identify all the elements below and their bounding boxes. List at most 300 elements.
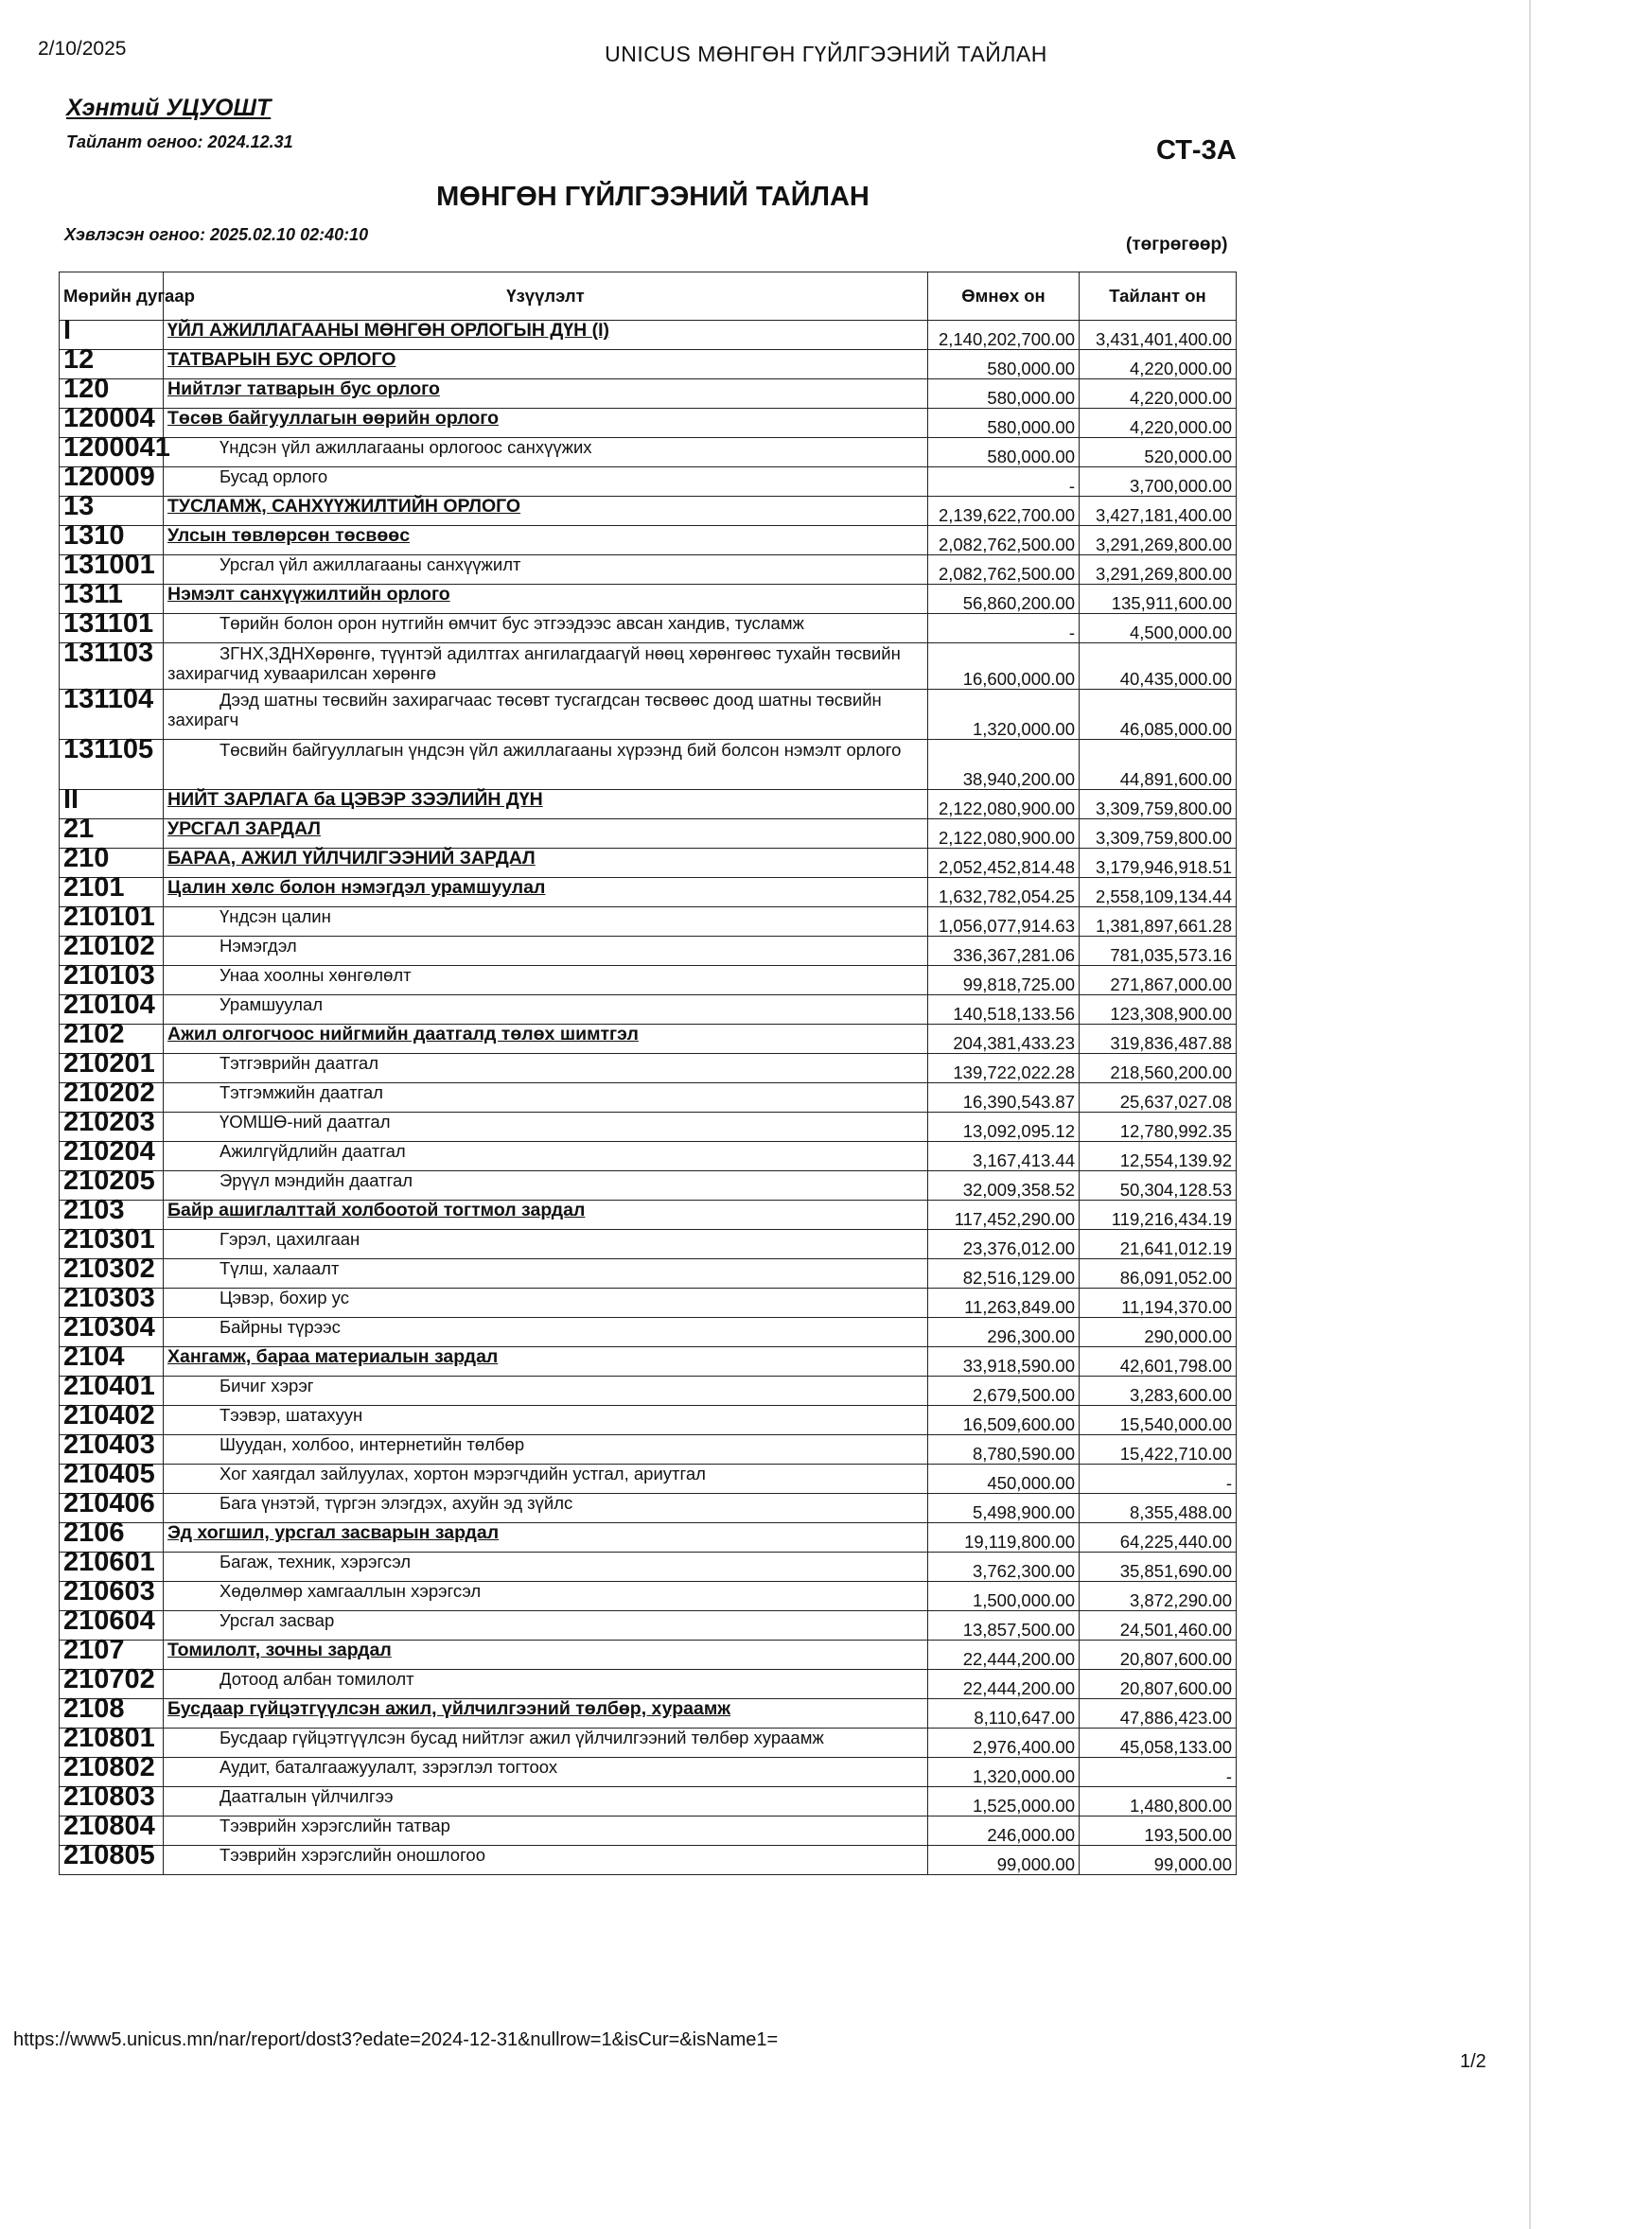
row-code: 2107 xyxy=(60,1641,164,1670)
row-report-year-value: 45,058,133.00 xyxy=(1080,1729,1237,1758)
row-code: 210303 xyxy=(60,1289,164,1318)
row-name-text: ТУСЛАМЖ, САНХҮҮЖИЛТИЙН ОРЛОГО xyxy=(167,496,521,517)
row-code: 1310 xyxy=(60,526,164,555)
row-code: 210805 xyxy=(60,1846,164,1875)
table-row xyxy=(60,1553,1237,1582)
row-prev-year-value: 2,052,452,814.48 xyxy=(928,849,1080,878)
row-prev-year-value: 2,679,500.00 xyxy=(928,1377,1080,1406)
row-report-year-value: 1,381,897,661.28 xyxy=(1080,907,1237,937)
row-code: 210402 xyxy=(60,1406,164,1435)
table-row xyxy=(60,849,1237,878)
row-prev-year-value: 117,452,290.00 xyxy=(928,1201,1080,1230)
table-row xyxy=(60,526,1237,555)
row-prev-year-value: 82,516,129.00 xyxy=(928,1259,1080,1289)
row-report-year-value: 520,000.00 xyxy=(1080,438,1237,467)
row-report-year-value: 123,308,900.00 xyxy=(1080,995,1237,1025)
table-row xyxy=(60,438,1237,467)
row-name xyxy=(164,1289,928,1318)
page-number: 1/2 xyxy=(1460,2051,1486,2072)
row-code: 210601 xyxy=(60,1553,164,1582)
table-row xyxy=(60,643,1237,690)
row-report-year-value: 3,291,269,800.00 xyxy=(1080,526,1237,555)
row-report-year-value: - xyxy=(1080,1758,1237,1787)
row-prev-year-value: 13,857,500.00 xyxy=(928,1611,1080,1641)
row-name xyxy=(164,321,928,350)
table-row xyxy=(60,1406,1237,1435)
row-name-text: Хөдөлмөр хамгааллын хэрэгсэл xyxy=(220,1581,482,1601)
row-name xyxy=(164,643,928,690)
row-report-year-value: 12,554,139.92 xyxy=(1080,1142,1237,1171)
row-name xyxy=(164,1054,928,1083)
row-code: 210101 xyxy=(60,907,164,937)
table-row xyxy=(60,1729,1237,1758)
table-row xyxy=(60,1435,1237,1465)
table-row xyxy=(60,1113,1237,1142)
row-code: 131103 xyxy=(60,643,164,690)
table-row xyxy=(60,585,1237,614)
row-name-text: Төсөв байгууллагын өөрийн орлого xyxy=(167,408,500,429)
row-report-year-value: 1,480,800.00 xyxy=(1080,1787,1237,1817)
cash-flow-table xyxy=(59,272,1237,1875)
row-name-text: Бичиг хэрэг xyxy=(220,1376,314,1395)
row-code: 210102 xyxy=(60,937,164,966)
row-name-text: Нэмэлт санхүүжилтийн орлого xyxy=(167,584,450,605)
row-report-year-value: 11,194,370.00 xyxy=(1080,1289,1237,1318)
row-code: 1200041 xyxy=(60,438,164,467)
row-code: 210302 xyxy=(60,1259,164,1289)
column-header-prev-year: Өмнөх он xyxy=(928,272,1080,321)
row-code: 2102 xyxy=(60,1025,164,1054)
row-report-year-value: 64,225,440.00 xyxy=(1080,1523,1237,1553)
table-row xyxy=(60,614,1237,643)
row-report-year-value: 20,807,600.00 xyxy=(1080,1641,1237,1670)
row-prev-year-value: 2,122,080,900.00 xyxy=(928,819,1080,849)
row-report-year-value: 47,886,423.00 xyxy=(1080,1699,1237,1729)
page-url: https://www5.unicus.mn/nar/report/dost3?edate=2024-12-31&nullrow=1&isCur=&isName1= xyxy=(13,2029,779,2050)
table-row xyxy=(60,1611,1237,1641)
row-name-text: ТАТВАРЫН БУС ОРЛОГО xyxy=(167,349,396,370)
row-report-year-value: 44,891,600.00 xyxy=(1080,740,1237,790)
organization-name: Хэнтий УЦУОШТ xyxy=(66,95,272,121)
row-report-year-value: 319,836,487.88 xyxy=(1080,1025,1237,1054)
row-code: 2103 xyxy=(60,1201,164,1230)
row-prev-year-value: 246,000.00 xyxy=(928,1817,1080,1846)
row-report-year-value: 24,501,460.00 xyxy=(1080,1611,1237,1641)
row-code: 210801 xyxy=(60,1729,164,1758)
row-prev-year-value: 32,009,358.52 xyxy=(928,1171,1080,1201)
row-code: 210104 xyxy=(60,995,164,1025)
row-prev-year-value: 8,780,590.00 xyxy=(928,1435,1080,1465)
row-report-year-value: 781,035,573.16 xyxy=(1080,937,1237,966)
row-code: 210204 xyxy=(60,1142,164,1171)
table-row xyxy=(60,740,1237,790)
row-prev-year-value: 1,632,782,054.25 xyxy=(928,878,1080,907)
row-report-year-value: 3,700,000.00 xyxy=(1080,467,1237,497)
table-row xyxy=(60,1171,1237,1201)
row-name-text: ЗГНХ,ЗДНХөрөнгө, түүнтэй адилтгах ангилагдаагүй нөөц хөрөнгөөс тухайн төсвийн захирагчид хуваарилсан хөрөнгө xyxy=(167,643,901,683)
row-name-text: Цалин хөлс болон нэмэгдэл урамшуулал xyxy=(167,877,546,898)
row-prev-year-value: 22,444,200.00 xyxy=(928,1641,1080,1670)
table-row xyxy=(60,1318,1237,1347)
row-code: 210702 xyxy=(60,1670,164,1699)
row-report-year-value: 135,911,600.00 xyxy=(1080,585,1237,614)
row-name xyxy=(164,1465,928,1494)
table-row xyxy=(60,555,1237,585)
row-report-year-value: 3,309,759,800.00 xyxy=(1080,790,1237,819)
row-report-year-value: 42,601,798.00 xyxy=(1080,1347,1237,1377)
row-name-text: Бусдаар гүйцэтгүүлсэн ажил, үйлчилгээний төлбөр, хураамж xyxy=(167,1698,731,1719)
row-name-text: Ажил олгогчоос нийгмийн даатгалд төлөх шимтгэл xyxy=(167,1024,639,1044)
row-name-text: Тээвэр, шатахуун xyxy=(220,1405,363,1425)
row-prev-year-value: 580,000.00 xyxy=(928,350,1080,379)
row-code: 210604 xyxy=(60,1611,164,1641)
row-report-year-value: 86,091,052.00 xyxy=(1080,1259,1237,1289)
row-prev-year-value: 22,444,200.00 xyxy=(928,1670,1080,1699)
row-code: 210405 xyxy=(60,1465,164,1494)
row-report-year-value: 21,641,012.19 xyxy=(1080,1230,1237,1259)
row-code: 131104 xyxy=(60,690,164,740)
row-name-text: Байрны түрээс xyxy=(220,1317,341,1337)
row-name xyxy=(164,907,928,937)
row-code: 2106 xyxy=(60,1523,164,1553)
row-name xyxy=(164,1318,928,1347)
row-prev-year-value: 2,139,622,700.00 xyxy=(928,497,1080,526)
row-name-text: Тэтгэврийн даатгал xyxy=(220,1053,378,1073)
row-name xyxy=(164,1259,928,1289)
row-code: 120004 xyxy=(60,409,164,438)
row-name xyxy=(164,1846,928,1875)
column-header-report-year: Тайлант он xyxy=(1080,272,1237,321)
row-name xyxy=(164,1699,928,1729)
row-report-year-value: 99,000.00 xyxy=(1080,1846,1237,1875)
row-name-text: БАРАА, АЖИЛ ҮЙЛЧИЛГЭЭНИЙ ЗАРДАЛ xyxy=(167,848,536,869)
row-code: I xyxy=(60,321,164,350)
table-row xyxy=(60,1025,1237,1054)
row-prev-year-value: 2,082,762,500.00 xyxy=(928,526,1080,555)
form-code: СТ-3А xyxy=(1156,135,1237,166)
row-report-year-value: 3,427,181,400.00 xyxy=(1080,497,1237,526)
row-report-year-value: 46,085,000.00 xyxy=(1080,690,1237,740)
row-name-text: Тээврийн хэрэгслийн оношлогоо xyxy=(220,1845,485,1865)
row-name xyxy=(164,690,928,740)
row-name xyxy=(164,740,928,790)
table-row xyxy=(60,379,1237,409)
row-prev-year-value: 3,167,413.44 xyxy=(928,1142,1080,1171)
row-name-text: Тэтгэмжийн даатгал xyxy=(220,1082,383,1102)
row-code: 210406 xyxy=(60,1494,164,1523)
row-name xyxy=(164,585,928,614)
row-name xyxy=(164,438,928,467)
row-name-text: Урсгал үйл ажиллагааны санхүүжилт xyxy=(220,554,521,574)
row-prev-year-value: 1,056,077,914.63 xyxy=(928,907,1080,937)
row-report-year-value: 2,558,109,134.44 xyxy=(1080,878,1237,907)
row-name xyxy=(164,1406,928,1435)
row-prev-year-value: 580,000.00 xyxy=(928,379,1080,409)
row-name-text: Тээврийн хэрэгслийн татвар xyxy=(220,1816,450,1835)
row-name-text: Урсгал засвар xyxy=(220,1610,335,1630)
table-row xyxy=(60,1758,1237,1787)
row-report-year-value: - xyxy=(1080,1465,1237,1494)
row-name-text: Бага үнэтэй, түргэн элэгдэх, ахуйн эд зүйлс xyxy=(220,1493,573,1513)
row-name xyxy=(164,1523,928,1553)
row-name xyxy=(164,1083,928,1113)
row-report-year-value: 50,304,128.53 xyxy=(1080,1171,1237,1201)
row-prev-year-value: - xyxy=(928,467,1080,497)
row-name xyxy=(164,1230,928,1259)
print-date: 2/10/2025 xyxy=(38,38,127,60)
row-prev-year-value: 38,940,200.00 xyxy=(928,740,1080,790)
row-name xyxy=(164,1377,928,1406)
row-report-year-value: 119,216,434.19 xyxy=(1080,1201,1237,1230)
row-name-text: Унаа хоолны хөнгөлөлт xyxy=(220,965,412,985)
table-row xyxy=(60,878,1237,907)
table-row xyxy=(60,995,1237,1025)
row-code: 210401 xyxy=(60,1377,164,1406)
row-name xyxy=(164,1641,928,1670)
table-row xyxy=(60,1670,1237,1699)
table-row xyxy=(60,819,1237,849)
page-title: МӨНГӨН ГҮЙЛГЭЭНИЙ ТАЙЛАН xyxy=(436,182,870,212)
row-name xyxy=(164,1113,928,1142)
row-report-year-value: 193,500.00 xyxy=(1080,1817,1237,1846)
row-name-text: Шуудан, холбоо, интернетийн төлбөр xyxy=(220,1434,525,1454)
row-code: 210802 xyxy=(60,1758,164,1787)
row-name-text: НИЙТ ЗАРЛАГА ба ЦЭВЭР ЗЭЭЛИЙН ДҮН xyxy=(167,789,543,810)
row-name-text: Томилолт, зочны зардал xyxy=(167,1640,392,1660)
row-name xyxy=(164,497,928,526)
table-row xyxy=(60,409,1237,438)
row-prev-year-value: 8,110,647.00 xyxy=(928,1699,1080,1729)
row-prev-year-value: 336,367,281.06 xyxy=(928,937,1080,966)
row-name xyxy=(164,1201,928,1230)
row-name xyxy=(164,1171,928,1201)
row-report-year-value: 25,637,027.08 xyxy=(1080,1083,1237,1113)
row-code: 13 xyxy=(60,497,164,526)
row-name xyxy=(164,1582,928,1611)
table-row xyxy=(60,1846,1237,1875)
row-name-text: Цэвэр, бохир ус xyxy=(220,1288,349,1308)
row-name-text: Байр ашиглалттай холбоотой тогтмол зардал xyxy=(167,1200,586,1220)
row-report-year-value: 4,220,000.00 xyxy=(1080,379,1237,409)
row-name xyxy=(164,1787,928,1817)
row-name xyxy=(164,849,928,878)
row-report-year-value: 3,283,600.00 xyxy=(1080,1377,1237,1406)
table-row xyxy=(60,1083,1237,1113)
row-report-year-value: 4,220,000.00 xyxy=(1080,409,1237,438)
row-prev-year-value: 140,518,133.56 xyxy=(928,995,1080,1025)
table-row xyxy=(60,1641,1237,1670)
row-report-year-value: 20,807,600.00 xyxy=(1080,1670,1237,1699)
row-name-text: Төсвийн байгууллагын үндсэн үйл ажиллагааны хүрээнд бий болсон нэмэлт орлого xyxy=(220,740,902,760)
row-prev-year-value: 99,818,725.00 xyxy=(928,966,1080,995)
row-prev-year-value: 580,000.00 xyxy=(928,438,1080,467)
table-row xyxy=(60,1230,1237,1259)
table-row xyxy=(60,1582,1237,1611)
row-name xyxy=(164,1553,928,1582)
row-prev-year-value: - xyxy=(928,614,1080,643)
row-prev-year-value: 2,082,762,500.00 xyxy=(928,555,1080,585)
printed-at: Хэвлэсэн огноо: 2025.02.10 02:40:10 xyxy=(64,225,369,244)
table-row xyxy=(60,321,1237,350)
row-report-year-value: 4,500,000.00 xyxy=(1080,614,1237,643)
table-row xyxy=(60,937,1237,966)
table-row xyxy=(60,1201,1237,1230)
row-name xyxy=(164,1758,928,1787)
row-code: 131101 xyxy=(60,614,164,643)
row-name-text: Хог хаягдал зайлуулах, хортон мэрэгчдийн устгал, ариутгал xyxy=(220,1464,706,1483)
row-name-text: Эд хогшил, урсгал засварын зардал xyxy=(167,1522,500,1543)
column-header-code: Мөрийн дугаар xyxy=(60,272,164,321)
row-prev-year-value: 2,976,400.00 xyxy=(928,1729,1080,1758)
row-name-text: Үндсэн цалин xyxy=(220,906,331,926)
row-name xyxy=(164,526,928,555)
table-row xyxy=(60,350,1237,379)
row-prev-year-value: 1,320,000.00 xyxy=(928,690,1080,740)
row-name xyxy=(164,1494,928,1523)
row-report-year-value: 8,355,488.00 xyxy=(1080,1494,1237,1523)
row-name xyxy=(164,1142,928,1171)
table-row xyxy=(60,1699,1237,1729)
row-name-text: Бусдаар гүйцэтгүүлсэн бусад нийтлэг ажил үйлчилгээний төлбөр хураамж xyxy=(220,1728,824,1747)
table-row xyxy=(60,966,1237,995)
row-report-year-value: 40,435,000.00 xyxy=(1080,643,1237,690)
row-code: 210803 xyxy=(60,1787,164,1817)
row-code: 120 xyxy=(60,379,164,409)
row-name xyxy=(164,878,928,907)
table-row xyxy=(60,1142,1237,1171)
table-row xyxy=(60,1377,1237,1406)
row-name xyxy=(164,1025,928,1054)
row-report-year-value: 3,309,759,800.00 xyxy=(1080,819,1237,849)
row-code: 210203 xyxy=(60,1113,164,1142)
row-report-year-value: 35,851,690.00 xyxy=(1080,1553,1237,1582)
row-prev-year-value: 99,000.00 xyxy=(928,1846,1080,1875)
table-row xyxy=(60,467,1237,497)
row-prev-year-value: 1,525,000.00 xyxy=(928,1787,1080,1817)
row-report-year-value: 218,560,200.00 xyxy=(1080,1054,1237,1083)
row-code: 210202 xyxy=(60,1083,164,1113)
system-title: UNICUS МӨНГӨН ГҮЙЛГЭЭНИЙ ТАЙЛАН xyxy=(605,42,1047,66)
row-prev-year-value: 56,860,200.00 xyxy=(928,585,1080,614)
row-code: 120009 xyxy=(60,467,164,497)
row-name xyxy=(164,467,928,497)
row-code: 1311 xyxy=(60,585,164,614)
row-prev-year-value: 450,000.00 xyxy=(928,1465,1080,1494)
row-name-text: ҮОМШӨ-ний даатгал xyxy=(220,1112,391,1132)
row-code: 210201 xyxy=(60,1054,164,1083)
row-code: 210603 xyxy=(60,1582,164,1611)
row-name-text: Нэмэгдэл xyxy=(220,936,297,956)
row-report-year-value: 4,220,000.00 xyxy=(1080,350,1237,379)
row-prev-year-value: 11,263,849.00 xyxy=(928,1289,1080,1318)
row-report-year-value: 15,540,000.00 xyxy=(1080,1406,1237,1435)
table-row xyxy=(60,1347,1237,1377)
table-row xyxy=(60,1817,1237,1846)
row-code: 131001 xyxy=(60,555,164,585)
row-prev-year-value: 204,381,433.23 xyxy=(928,1025,1080,1054)
row-name-text: Аудит, баталгаажуулалт, зэрэглэл тогтоох xyxy=(220,1757,558,1777)
row-code: 210304 xyxy=(60,1318,164,1347)
row-name xyxy=(164,790,928,819)
row-name xyxy=(164,995,928,1025)
scan-edge-divider xyxy=(1529,0,1531,2229)
row-name xyxy=(164,614,928,643)
row-name xyxy=(164,1611,928,1641)
row-prev-year-value: 16,390,543.87 xyxy=(928,1083,1080,1113)
row-code: 210804 xyxy=(60,1817,164,1846)
row-name xyxy=(164,1670,928,1699)
table-row xyxy=(60,1259,1237,1289)
row-code: 21 xyxy=(60,819,164,849)
row-report-year-value: 290,000.00 xyxy=(1080,1318,1237,1347)
row-prev-year-value: 16,600,000.00 xyxy=(928,643,1080,690)
row-name-text: Урамшуулал xyxy=(220,994,324,1014)
row-name-text: Нийтлэг татварын бус орлого xyxy=(167,378,440,399)
row-prev-year-value: 33,918,590.00 xyxy=(928,1347,1080,1377)
row-name-text: ҮЙЛ АЖИЛЛАГААНЫ МӨНГӨН ОРЛОГЫН ДҮН (I) xyxy=(167,320,610,341)
row-name xyxy=(164,1729,928,1758)
report-date: Тайлант огноо: 2024.12.31 xyxy=(66,132,293,151)
row-name xyxy=(164,555,928,585)
row-code: 210205 xyxy=(60,1171,164,1201)
row-prev-year-value: 1,320,000.00 xyxy=(928,1758,1080,1787)
row-report-year-value: 3,431,401,400.00 xyxy=(1080,321,1237,350)
row-prev-year-value: 139,722,022.28 xyxy=(928,1054,1080,1083)
row-name xyxy=(164,409,928,438)
row-name-text: Бусад орлого xyxy=(220,466,328,486)
table-row xyxy=(60,1494,1237,1523)
table-row xyxy=(60,790,1237,819)
table-row xyxy=(60,1465,1237,1494)
row-report-year-value: 12,780,992.35 xyxy=(1080,1113,1237,1142)
row-code: 210 xyxy=(60,849,164,878)
row-name-text: Ажилгүйдлийн даатгал xyxy=(220,1141,406,1161)
row-name-text: Багаж, техник, хэрэгсэл xyxy=(220,1552,412,1571)
row-prev-year-value: 1,500,000.00 xyxy=(928,1582,1080,1611)
table-body xyxy=(60,315,1237,1875)
table-row xyxy=(60,907,1237,937)
row-name-text: Улсын төвлөрсөн төсвөөс xyxy=(167,525,411,546)
row-report-year-value: 3,291,269,800.00 xyxy=(1080,555,1237,585)
row-prev-year-value: 2,140,202,700.00 xyxy=(928,321,1080,350)
row-code: 210103 xyxy=(60,966,164,995)
row-name xyxy=(164,350,928,379)
row-name xyxy=(164,379,928,409)
table-row xyxy=(60,690,1237,740)
row-name xyxy=(164,1435,928,1465)
row-prev-year-value: 16,509,600.00 xyxy=(928,1406,1080,1435)
table-row xyxy=(60,1787,1237,1817)
row-name-text: Хангамж, бараа материалын зардал xyxy=(167,1346,499,1367)
row-name xyxy=(164,1817,928,1846)
row-name-text: Дотоод албан томилолт xyxy=(220,1669,414,1689)
row-name-text: Үндсэн үйл ажиллагааны орлогоос санхүүжих xyxy=(220,437,592,457)
row-name-text: Дээд шатны төсвийн захирагчаас төсөвт тусгагдсан төсвөөс доод шатны төсвийн захирагч xyxy=(167,690,882,729)
row-name-text: Гэрэл, цахилгаан xyxy=(220,1229,360,1249)
row-prev-year-value: 3,762,300.00 xyxy=(928,1553,1080,1582)
row-prev-year-value: 296,300.00 xyxy=(928,1318,1080,1347)
table-row xyxy=(60,1289,1237,1318)
row-prev-year-value: 5,498,900.00 xyxy=(928,1494,1080,1523)
row-code: 2101 xyxy=(60,878,164,907)
row-name-text: Түлш, халаалт xyxy=(220,1258,340,1278)
row-code: 2104 xyxy=(60,1347,164,1377)
row-code: 131105 xyxy=(60,740,164,790)
row-prev-year-value: 580,000.00 xyxy=(928,409,1080,438)
row-report-year-value: 3,179,946,918.51 xyxy=(1080,849,1237,878)
row-report-year-value: 271,867,000.00 xyxy=(1080,966,1237,995)
row-prev-year-value: 13,092,095.12 xyxy=(928,1113,1080,1142)
